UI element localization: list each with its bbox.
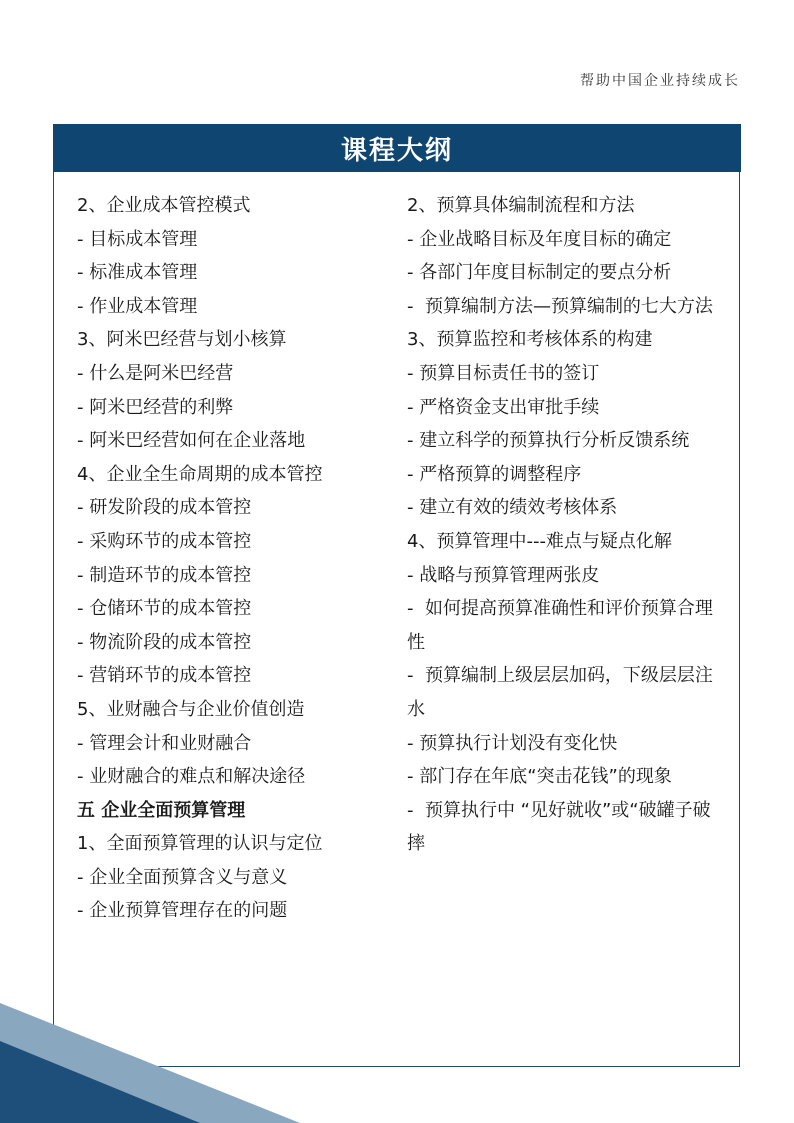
left-outline-item: - 营销环节的成本管控 [77,665,252,687]
left-outline-item: - 企业全面预算含义与意义 [77,866,288,888]
left-outline-item: - 阿米巴经营的利弊 [77,396,234,418]
left-outline-item: - 采购环节的成本管控 [77,530,252,552]
header-tagline: 帮助中国企业持续成长 [580,73,740,89]
left-outline-item: - 目标成本管理 [77,228,198,250]
right-outline-item: - 企业战略目标及年度目标的确定 [407,228,672,250]
left-column [77,189,377,928]
page-title: 课程大纲 [340,135,453,166]
right-outline-item: - 如何提高预算准确性和评价预算合理性 [407,598,713,653]
title-bar [53,124,741,172]
left-outline-item: 1、全面预算管理的认识与定位 [77,833,323,855]
right-outline-item: - 预算编制方法—预算编制的七大方法 [407,295,713,317]
left-outline-item: - 物流阶段的成本管控 [77,631,252,653]
left-outline-item: - 标准成本管理 [77,262,198,284]
left-outline-item: - 管理会计和业财融合 [77,732,252,754]
right-outline-item: - 预算编制上级层层加码，下级层层注水 [407,665,713,720]
left-outline-item: 5、业财融合与企业价值创造 [77,698,305,720]
right-outline-item: - 预算执行计划没有变化快 [407,732,618,754]
right-outline-item: 2、预算具体编制流程和方法 [407,195,635,216]
left-outline-item: - 研发阶段的成本管控 [77,497,252,519]
left-outline-item: - 业财融合的难点和解决途径 [77,766,306,788]
right-outline-item: - 部门存在年底“突击花钱”的现象 [407,766,672,788]
right-outline-item: 3、预算监控和考核体系的构建 [407,329,653,351]
left-outline-item: - 仓储环节的成本管控 [77,598,252,620]
right-outline-item: - 建立有效的绩效考核体系 [407,497,618,519]
right-outline-item: - 严格预算的调整程序 [407,463,582,485]
left-outline-item: 4、企业全生命周期的成本管控 [77,463,323,485]
right-column [407,189,725,861]
right-outline-item: - 建立科学的预算执行分析反馈系统 [407,430,690,452]
left-outline-item: - 作业成本管理 [77,295,198,317]
left-outline-item: - 阿米巴经营如何在企业落地 [77,430,306,452]
left-outline-item: - 什么是阿米巴经营 [77,362,234,384]
left-outline-item: 五 企业全面预算管理 [77,799,246,821]
right-outline-item: - 各部门年度目标制定的要点分析 [407,262,672,284]
right-outline-item: - 预算执行中 “见好就收”或“破罐子破摔 [407,799,711,855]
left-outline-item: 3、阿米巴经营与划小核算 [77,329,287,351]
left-outline-item: - 企业预算管理存在的问题 [77,900,288,922]
right-outline-item: - 预算目标责任书的签订 [407,362,600,384]
left-outline-item: 2、企业成本管控模式 [77,195,251,216]
right-outline-item: - 严格资金支出审批手续 [407,396,600,418]
right-outline-item: 4、预算管理中---难点与疑点化解 [407,530,672,552]
right-outline-item: - 战略与预算管理两张皮 [407,564,600,586]
left-outline-item: - 制造环节的成本管控 [77,564,252,586]
